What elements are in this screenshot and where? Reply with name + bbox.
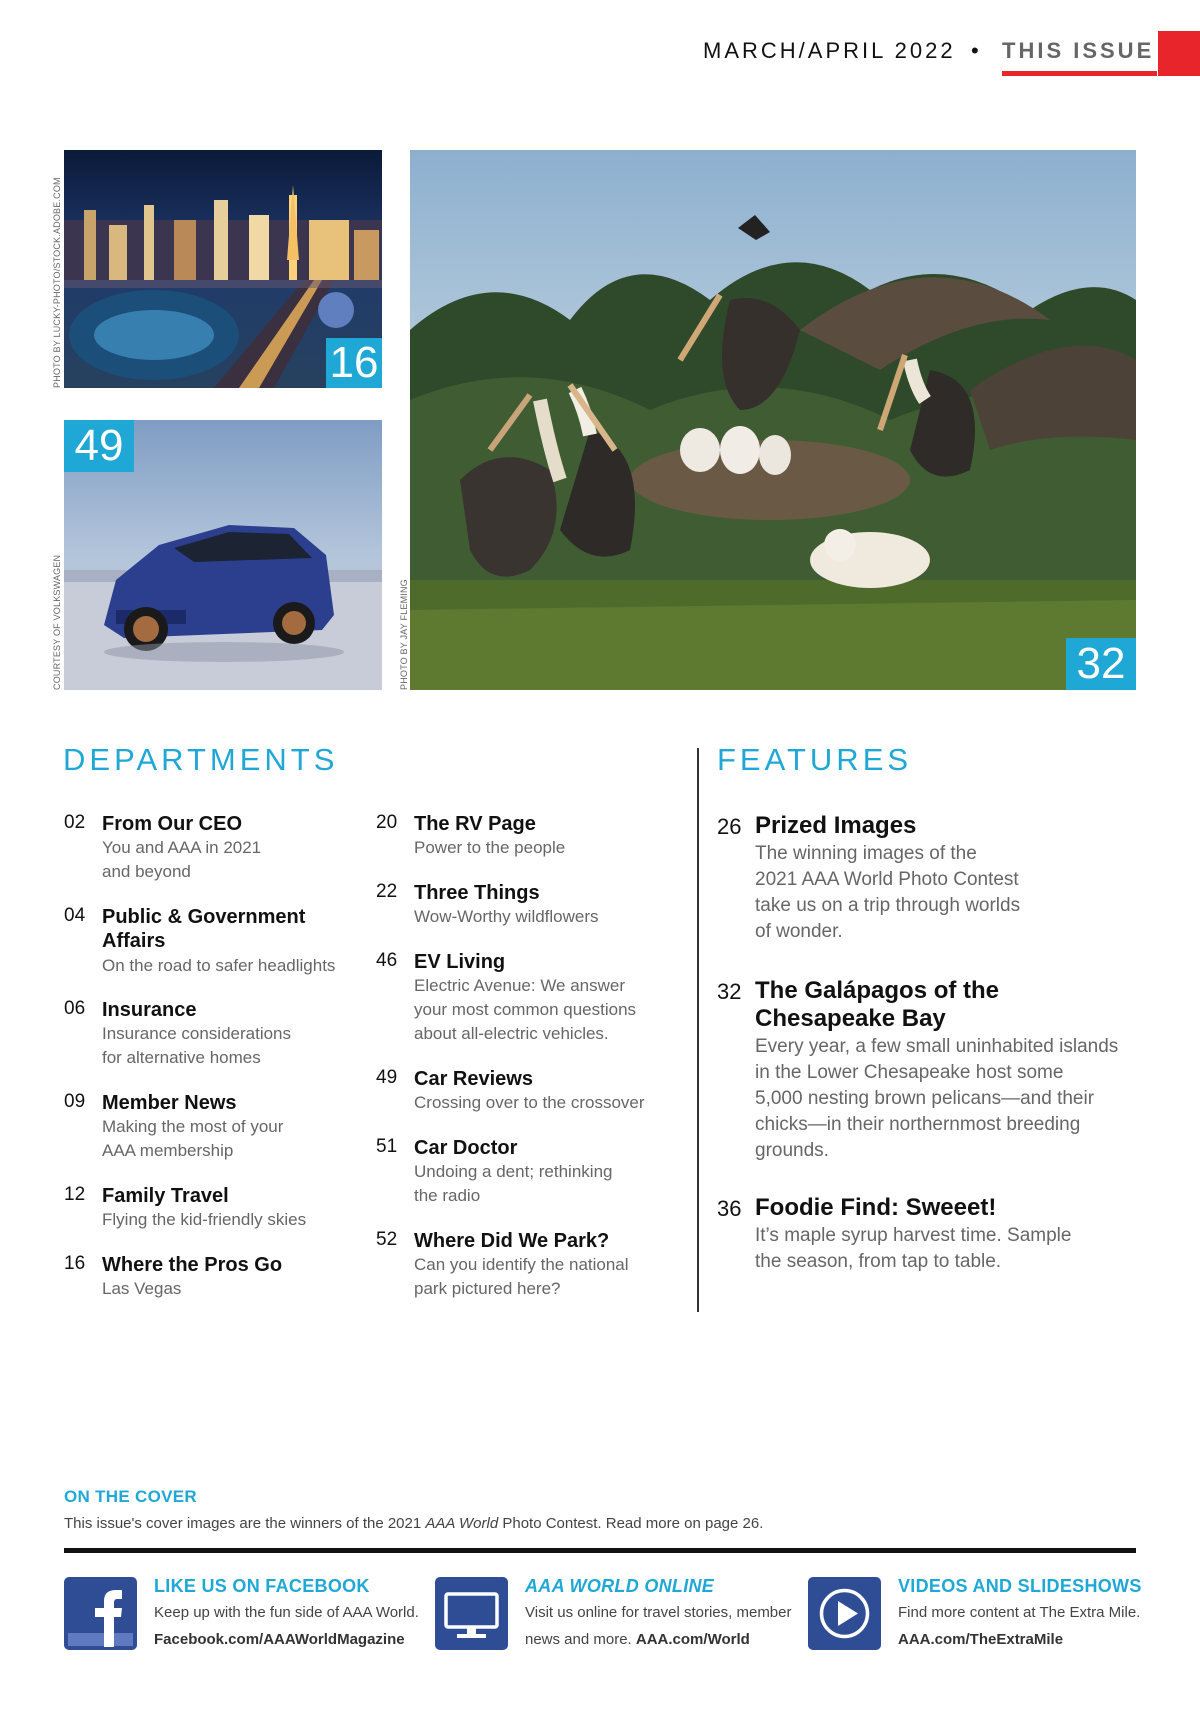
dept-item-public-affairs[interactable] — [64, 905, 364, 975]
feature-desc-line: grounds. — [755, 1140, 829, 1161]
feature-desc-line: 2021 AAA World Photo Contest — [755, 869, 1019, 890]
dept-page-number: 49 — [376, 1067, 398, 1088]
issue-date: MARCH/APRIL 2022 — [703, 38, 956, 63]
dept-title-line2: Affairs — [102, 930, 166, 952]
dept-desc-line: park pictured here? — [414, 1279, 561, 1298]
cover-text-a: This issue's cover images are the winners of the 2021 — [64, 1515, 426, 1532]
feature-desc-line: in the Lower Chesapeake host some — [755, 1062, 1064, 1083]
cover-text-magazine: AAA World — [425, 1515, 499, 1532]
dept-item-insurance[interactable] — [64, 998, 364, 1068]
dept-item-ev-living[interactable] — [376, 950, 676, 1045]
online-text: Visit us online for travel stories, member — [525, 1604, 792, 1621]
dept-title: From Our CEO — [102, 813, 243, 835]
dept-title: The RV Page — [414, 813, 536, 835]
dept-item-family-travel[interactable] — [64, 1184, 364, 1234]
page-badge-32: 32 — [1066, 638, 1136, 690]
dept-item-where-pros-go[interactable] — [64, 1253, 364, 1303]
dept-item-where-did-we-park[interactable] — [376, 1229, 676, 1299]
dept-page-number: 04 — [64, 905, 86, 926]
facebook-text: Keep up with the fun side of AAA World. — [154, 1604, 419, 1621]
feature-desc-line: chicks—in their northernmost breeding — [755, 1114, 1081, 1135]
dept-item-car-reviews[interactable] — [376, 1067, 676, 1117]
dept-desc-line: AAA membership — [102, 1141, 234, 1160]
videos-heading: VIDEOS AND SLIDESHOWS — [898, 1576, 1142, 1596]
dept-page-number: 20 — [376, 812, 398, 833]
dept-item-member-news[interactable] — [64, 1091, 364, 1161]
dept-desc-line: Las Vegas — [102, 1279, 182, 1298]
dept-title: Where the Pros Go — [102, 1254, 283, 1276]
dept-desc-line: and beyond — [102, 862, 191, 881]
dept-title: Insurance — [102, 999, 197, 1021]
pelicans-photo[interactable] — [410, 150, 1136, 690]
dept-page-number: 52 — [376, 1229, 398, 1250]
play-icon[interactable] — [808, 1577, 881, 1650]
dept-item-rv-page[interactable] — [376, 812, 676, 862]
dept-desc-line: your most common questions — [414, 1000, 637, 1019]
page-badge-49: 49 — [64, 420, 134, 472]
feature-page-number: 26 — [717, 814, 742, 839]
dept-page-number: 02 — [64, 812, 86, 833]
feature-desc-line: It’s maple syrup harvest time. Sample — [755, 1225, 1072, 1246]
feature-desc-line: the season, from tap to table. — [755, 1251, 1002, 1272]
departments-heading: DEPARTMENTS — [63, 742, 339, 777]
dept-desc-line: Flying the kid-friendly skies — [102, 1210, 307, 1229]
dept-desc-line: Crossing over to the crossover — [414, 1093, 645, 1112]
monitor-icon[interactable] — [435, 1577, 508, 1650]
dept-desc-line: Power to the people — [414, 838, 566, 857]
dept-desc-line: Can you identify the national — [414, 1255, 629, 1274]
dept-page-number: 12 — [64, 1184, 86, 1205]
features-heading: FEATURES — [717, 742, 913, 777]
dept-item-car-doctor[interactable] — [376, 1136, 676, 1206]
videos-text: Find more content at The Extra Mile. — [898, 1604, 1141, 1621]
dept-title: Where Did We Park? — [414, 1230, 610, 1252]
feature-desc-line: Every year, a few small uninhabited islands — [755, 1036, 1119, 1057]
dept-title: Family Travel — [102, 1185, 229, 1207]
feature-page-number: 32 — [717, 979, 742, 1004]
dept-desc-line: On the road to safer headlights — [102, 956, 336, 975]
online-text-2a: news and more. — [525, 1631, 636, 1648]
vegas-photo-credit: PHOTO BY LUCKY-PHOTO/STOCK.ADOBE.COM — [52, 177, 62, 388]
feature-desc-line: The winning images of the — [755, 843, 977, 864]
facebook-link[interactable]: Facebook.com/AAAWorldMagazine — [154, 1631, 405, 1648]
dept-item-three-things[interactable] — [376, 881, 676, 931]
page-badge-16: 16 — [326, 338, 382, 388]
dept-desc-line: Insurance considerations — [102, 1024, 292, 1043]
dept-page-number: 06 — [64, 998, 86, 1019]
feature-item-prized-images[interactable] — [717, 812, 1137, 947]
cover-text — [64, 1515, 763, 1532]
dept-desc-line: the radio — [414, 1186, 481, 1205]
section-label: THIS ISSUE — [1002, 38, 1155, 63]
dept-title: EV Living — [414, 951, 506, 973]
dept-desc-line: Making the most of your — [102, 1117, 284, 1136]
feature-item-galapagos[interactable] — [717, 977, 1137, 1167]
feature-title: The Galápagos of the — [755, 977, 1000, 1004]
dept-desc-line: Wow-Worthy wildflowers — [414, 907, 599, 926]
feature-desc-line: 5,000 nesting brown pelicans—and their — [755, 1088, 1095, 1109]
online-heading: AAA WORLD ONLINE — [525, 1576, 715, 1596]
column-divider — [697, 748, 699, 1312]
dept-desc-line: Undoing a dent; rethinking — [414, 1162, 613, 1181]
dept-desc-line: You and AAA in 2021 — [102, 838, 262, 857]
feature-page-number: 36 — [717, 1196, 742, 1221]
dept-desc-line: for alternative homes — [102, 1048, 261, 1067]
videos-link[interactable]: AAA.com/TheExtraMile — [898, 1631, 1064, 1648]
feature-desc-line: take us on a trip through worlds — [755, 895, 1021, 916]
feature-title: Prized Images — [755, 812, 917, 839]
dept-desc-line: Electric Avenue: We answer — [414, 976, 626, 995]
dept-page-number: 22 — [376, 881, 398, 902]
online-link[interactable]: AAA.com/World — [635, 1631, 750, 1648]
dept-page-number: 46 — [376, 950, 398, 971]
dept-title: Car Reviews — [414, 1068, 533, 1090]
dept-title: Member News — [102, 1092, 237, 1114]
cover-heading: ON THE COVER — [64, 1487, 198, 1506]
pelicans-photo-credit: PHOTO BY JAY FLEMING — [399, 579, 409, 690]
feature-title-line2: Chesapeake Bay — [755, 1005, 946, 1032]
vegas-photo[interactable] — [64, 150, 382, 388]
car-photo[interactable] — [64, 420, 382, 690]
feature-title: Foodie Find: Sweeet! — [755, 1194, 997, 1221]
feature-item-foodie-find[interactable] — [717, 1194, 1137, 1284]
header-accent-block — [1158, 31, 1200, 76]
cover-text-b: Photo Contest. Read more on page 26. — [498, 1515, 764, 1532]
header-separator: • — [971, 38, 979, 63]
dept-page-number: 09 — [64, 1091, 86, 1112]
facebook-icon[interactable] — [64, 1577, 137, 1650]
dept-page-number: 16 — [64, 1253, 86, 1274]
section-underline — [1002, 71, 1157, 76]
dept-page-number: 51 — [376, 1136, 398, 1157]
dept-item-ceo[interactable] — [64, 812, 364, 882]
dept-title: Public & Government — [102, 906, 306, 928]
online-text-2 — [525, 1631, 750, 1648]
dept-title: Three Things — [414, 882, 540, 904]
facebook-heading: LIKE US ON FACEBOOK — [154, 1576, 370, 1596]
footer-rule — [64, 1548, 1136, 1553]
car-photo-credit: COURTESY OF VOLKSWAGEN — [52, 554, 62, 690]
dept-title: Car Doctor — [414, 1137, 518, 1159]
feature-desc-line: of wonder. — [755, 921, 843, 942]
dept-desc-line: about all-electric vehicles. — [414, 1024, 609, 1043]
